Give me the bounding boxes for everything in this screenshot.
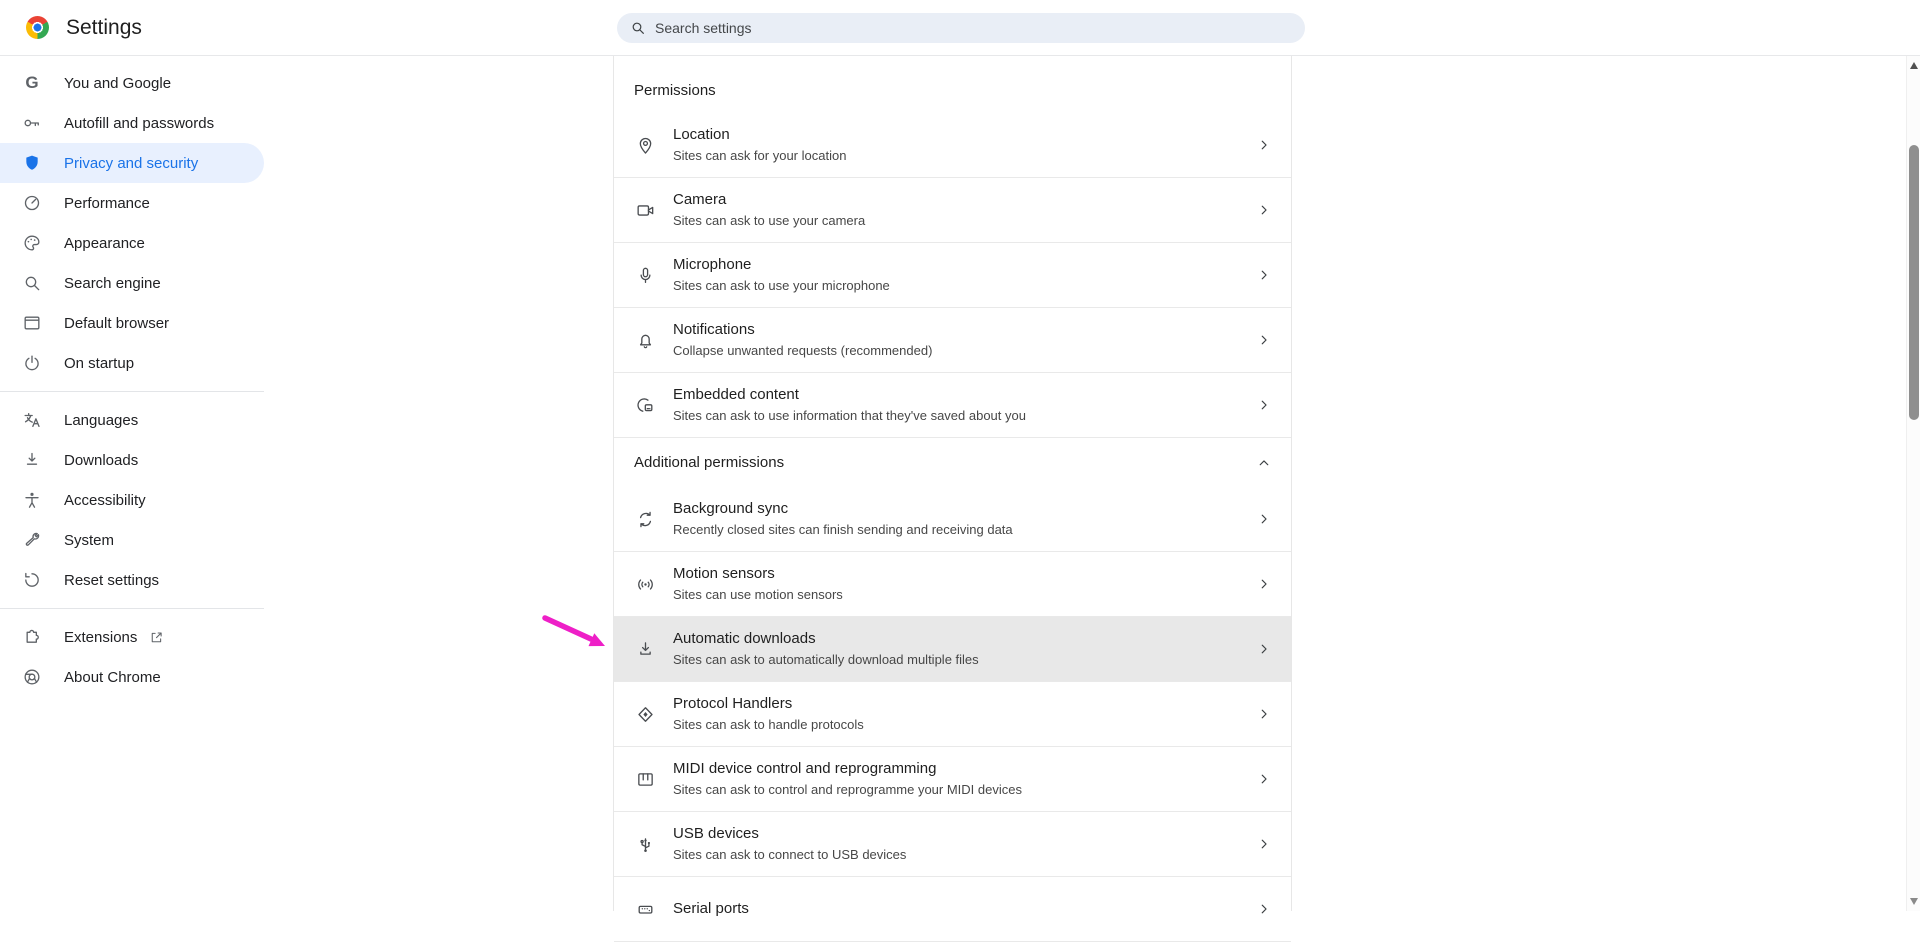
page-scrollbar[interactable] [1906,56,1920,911]
usb-icon [634,833,656,855]
permission-title: USB devices [673,825,759,842]
permission-subtitle: Sites can ask to connect to USB devices [673,847,907,862]
sidebar-item-you-and-google[interactable]: G You and Google [0,63,264,103]
key-icon [22,113,42,133]
permission-subtitle: Sites can ask to handle protocols [673,717,864,732]
sidebar-item-reset-settings[interactable]: Reset settings [0,560,264,600]
search-input[interactable] [655,20,1292,36]
permission-title: Camera [673,191,727,208]
embedded-content-icon [634,394,656,416]
sidebar-item-accessibility[interactable]: Accessibility [0,480,264,520]
browser-window-icon [22,313,42,333]
chevron-right-icon [1257,268,1271,282]
chrome-logo-icon [26,16,49,39]
wrench-icon [22,530,42,550]
sync-icon [634,508,656,530]
chevron-right-icon [1257,203,1271,217]
bell-icon [634,329,656,351]
google-g-icon: G [25,73,39,92]
permission-row-background-sync[interactable] [614,487,1291,552]
puzzle-icon [22,627,42,647]
permission-subtitle: Sites can ask to use your microphone [673,278,890,293]
site-settings-card [613,56,1292,917]
magnifier-icon [22,273,42,293]
shield-icon [22,153,42,173]
permission-title: Microphone [673,256,752,273]
open-in-new-icon [149,630,164,645]
sidebar-item-extensions[interactable]: Extensions [0,617,264,657]
location-pin-icon [634,134,656,156]
midi-piano-icon [634,768,656,790]
sidebar-item-autofill[interactable]: Autofill and passwords [0,103,264,143]
permission-subtitle: Sites can ask for your location [673,148,847,163]
permission-row-microphone[interactable] [614,243,1291,308]
microphone-icon [634,264,656,286]
permission-title: Automatic downloads [673,630,816,647]
reset-icon [22,570,42,590]
annotation-arrow [541,612,611,656]
page-title: Settings [66,15,142,39]
settings-sidebar [0,56,264,697]
permission-row-motion-sensors[interactable] [614,552,1291,617]
sidebar-item-appearance[interactable]: Appearance [0,223,264,263]
permission-subtitle: Recently closed sites can finish sending and receiving data [673,522,1013,537]
additional-permissions-label: Additional permissions [634,454,785,471]
sidebar-item-on-startup[interactable]: On startup [0,343,264,383]
permission-row-automatic-downloads[interactable] [614,617,1291,682]
sidebar-item-downloads[interactable]: Downloads [0,440,264,480]
sidebar-item-default-browser[interactable]: Default browser [0,303,264,343]
permission-row-notifications[interactable] [614,308,1291,373]
sidebar-item-performance[interactable]: Performance [0,183,264,223]
videocam-icon [634,199,656,221]
permission-row-serial-ports[interactable] [614,877,1291,942]
sidebar-divider [0,608,264,609]
permission-subtitle: Collapse unwanted requests (recommended) [673,343,933,358]
chevron-right-icon [1257,512,1271,526]
permission-title: MIDI device control and reprogramming [673,760,937,777]
permission-row-usb-devices[interactable] [614,812,1291,877]
permission-title: Location [673,126,730,143]
serial-port-icon [634,898,656,920]
chrome-outline-icon [22,667,42,687]
permission-title: Serial ports [673,899,749,917]
permission-row-location[interactable] [614,113,1291,178]
chevron-right-icon [1257,333,1271,347]
chevron-right-icon [1257,398,1271,412]
download-icon [22,450,42,470]
chevron-right-icon [1257,902,1271,916]
sidebar-item-system[interactable]: System [0,520,264,560]
permission-subtitle: Sites can ask to automatically download multiple files [673,652,979,667]
additional-permissions-header[interactable] [614,438,1291,487]
permission-title: Protocol Handlers [673,695,793,712]
permission-row-camera[interactable] [614,178,1291,243]
app-header [0,0,1920,56]
permission-subtitle: Sites can ask to use your camera [673,213,866,228]
permission-title: Motion sensors [673,565,775,582]
chevron-right-icon [1257,138,1271,152]
chevron-right-icon [1257,837,1271,851]
auto-download-icon [634,638,656,660]
speedometer-icon [22,193,42,213]
permission-row-midi[interactable] [614,747,1291,812]
scrollbar-thumb[interactable] [1909,145,1919,420]
search-icon [630,20,646,36]
sidebar-item-languages[interactable]: Languages [0,400,264,440]
permission-row-embedded-content[interactable] [614,373,1291,438]
protocol-diamond-icon [634,703,656,725]
chevron-right-icon [1257,772,1271,786]
chevron-right-icon [1257,707,1271,721]
permission-subtitle: Sites can ask to control and reprogramme your MIDI devices [673,782,1022,797]
sidebar-item-privacy-and-security[interactable]: Privacy and security [0,143,264,183]
palette-icon [22,233,42,253]
chevron-up-icon [1257,456,1271,470]
settings-search-bar[interactable] [617,13,1305,43]
translate-icon [22,410,42,430]
chevron-right-icon [1257,642,1271,656]
accessibility-icon [22,490,42,510]
permissions-section-label: Permissions [634,82,716,99]
sidebar-item-about-chrome[interactable]: About Chrome [0,657,264,697]
permission-row-protocol-handlers[interactable] [614,682,1291,747]
permission-title: Embedded content [673,386,799,403]
permission-subtitle: Sites can use motion sensors [673,587,843,602]
power-icon [22,353,42,373]
scrollbar-up-arrow-icon[interactable] [1910,62,1918,69]
sidebar-divider [0,391,264,392]
sidebar-item-search-engine[interactable]: Search engine [0,263,264,303]
permission-title: Background sync [673,500,789,517]
chevron-right-icon [1257,577,1271,591]
motion-sensor-icon [634,573,656,595]
permission-subtitle: Sites can ask to use information that they've saved about you [673,408,1026,423]
scrollbar-down-arrow-icon[interactable] [1910,898,1918,905]
permission-title: Notifications [673,321,755,338]
